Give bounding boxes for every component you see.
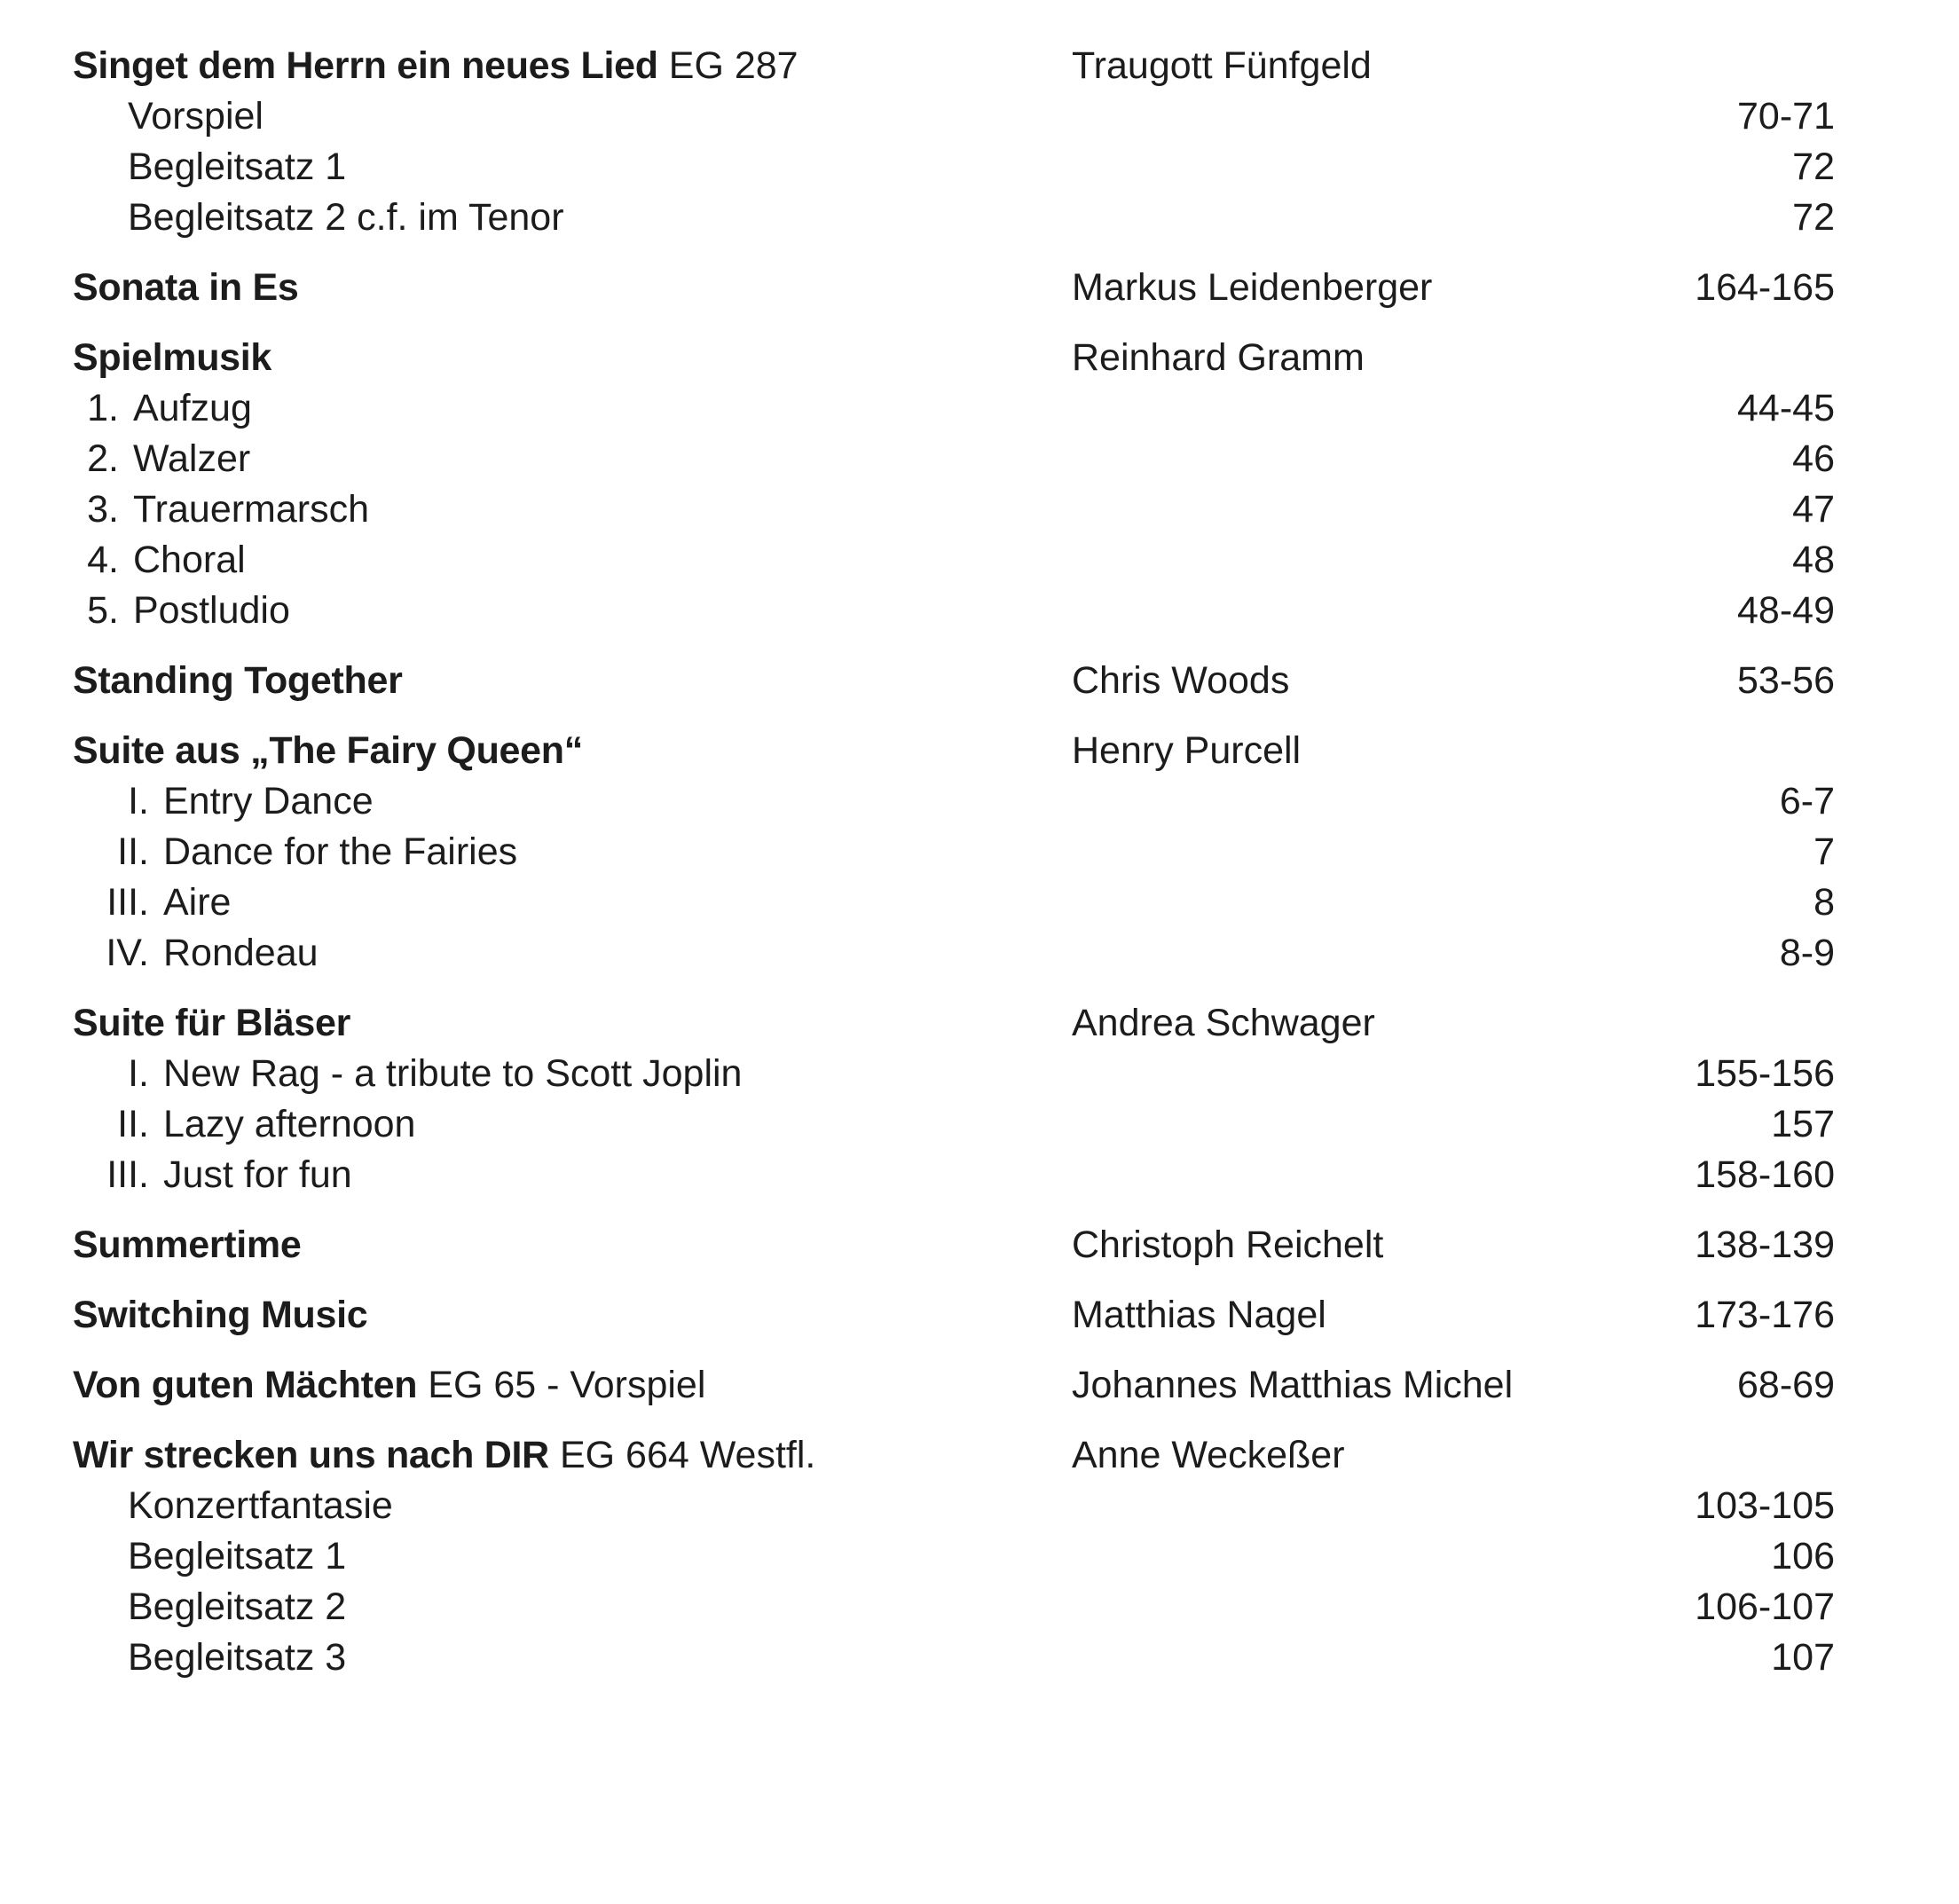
movement-title: [73, 91, 1072, 142]
page-range: 48: [1792, 539, 1835, 581]
page-range: 164-165: [1695, 266, 1835, 309]
movement-title: [73, 827, 1072, 877]
toc-item-row: [73, 586, 1835, 636]
composer-name: Traugott Fünfgeld: [1072, 44, 1372, 87]
movement-title: [73, 586, 1072, 636]
toc-item-row: [73, 484, 1835, 535]
page-range: 8-9: [1779, 932, 1835, 974]
toc-item-row: [73, 1633, 1835, 1683]
composer-name: Reinhard Gramm: [1072, 336, 1365, 379]
movement-title: [73, 383, 1072, 434]
work-title: [73, 41, 1072, 91]
movement-title: [73, 1150, 1072, 1200]
movement-number: IV.: [106, 932, 149, 974]
page-range: 53-56: [1737, 659, 1835, 702]
movement-title: [73, 1049, 1072, 1099]
toc-item-row: [73, 535, 1835, 586]
toc-item-row: [73, 1531, 1835, 1582]
page-range: 138-139: [1695, 1223, 1835, 1266]
work-title: [73, 1430, 1072, 1481]
page-range: 173-176: [1695, 1294, 1835, 1336]
toc-item-row: [73, 877, 1835, 928]
movement-label: Begleitsatz 1: [128, 146, 347, 188]
work-title: [73, 998, 1072, 1049]
work-title-suffix: EG 287: [668, 44, 799, 87]
movement-label: Lazy afternoon: [163, 1103, 416, 1145]
movement-number: I.: [128, 780, 149, 822]
toc-item-row: [73, 434, 1835, 484]
page-range: 72: [1792, 146, 1835, 188]
toc-item-row: [73, 1049, 1835, 1099]
movement-number: II.: [117, 1103, 149, 1145]
page-range: 155-156: [1695, 1052, 1835, 1095]
movement-title: [73, 1481, 1072, 1531]
table-of-contents: [73, 41, 1835, 1683]
movement-number: II.: [117, 830, 149, 873]
page-range: 107: [1771, 1636, 1835, 1679]
movement-number: I.: [128, 1052, 149, 1095]
work-title: [73, 1220, 1072, 1271]
page-range: 68-69: [1737, 1364, 1835, 1406]
page-range: 47: [1792, 488, 1835, 531]
toc-item-row: [73, 91, 1835, 142]
work-title: [73, 656, 1072, 706]
work-title: [73, 1360, 1072, 1411]
toc-section-title-row: [73, 998, 1835, 1049]
movement-label: New Rag - a tribute to Scott Joplin: [163, 1052, 743, 1095]
work-title-text: Suite aus „The Fairy Queen“: [73, 729, 583, 772]
movement-label: Entry Dance: [163, 780, 374, 822]
movement-title: [73, 1633, 1072, 1683]
movement-number: 3.: [87, 488, 119, 531]
work-title-text: Sonata in Es: [73, 266, 299, 309]
toc-item-row: [73, 928, 1835, 979]
movement-title: [73, 193, 1072, 243]
movement-label: Rondeau: [163, 932, 319, 974]
movement-number: 1.: [87, 387, 119, 429]
toc-section-title-row: [73, 333, 1835, 383]
movement-title: [73, 1531, 1072, 1582]
movement-label: Begleitsatz 2: [128, 1585, 347, 1628]
movement-label: Trauermarsch: [133, 488, 370, 531]
toc-item-row: [73, 776, 1835, 827]
page-range: 70-71: [1737, 95, 1835, 138]
toc-section-title-row: [73, 41, 1835, 91]
movement-title: [73, 1099, 1072, 1150]
composer-name: Henry Purcell: [1072, 729, 1302, 772]
composer-name: Johannes Matthias Michel: [1072, 1364, 1514, 1406]
page-range: 106: [1771, 1535, 1835, 1577]
movement-number: 2.: [87, 437, 119, 480]
movement-title: [73, 434, 1072, 484]
work-title-text: Spielmusik: [73, 336, 272, 379]
composer-name: Andrea Schwager: [1072, 1002, 1375, 1044]
composer-name: Chris Woods: [1072, 659, 1290, 702]
page-range: 158-160: [1695, 1153, 1835, 1196]
work-title: [73, 1290, 1072, 1341]
work-title: [73, 333, 1072, 383]
toc-section-title-row: [73, 726, 1835, 776]
movement-label: Walzer: [133, 437, 251, 480]
movement-title: [73, 484, 1072, 535]
movement-title: [73, 142, 1072, 193]
movement-number: III.: [106, 1153, 149, 1196]
movement-label: Dance for the Fairies: [163, 830, 518, 873]
page-range: 46: [1792, 437, 1835, 480]
toc-item-row: [73, 1099, 1835, 1150]
composer-name: Markus Leidenberger: [1072, 266, 1433, 309]
movement-label: Begleitsatz 2 c.f. im Tenor: [128, 196, 564, 239]
page-range: 6-7: [1779, 780, 1835, 822]
page-range: 8: [1813, 881, 1835, 924]
movement-label: Begleitsatz 3: [128, 1636, 347, 1679]
toc-section-title-row: [73, 1290, 1835, 1341]
movement-title: [73, 535, 1072, 586]
toc-section-title-row: [73, 1430, 1835, 1481]
movement-title: [73, 877, 1072, 928]
movement-label: Vorspiel: [128, 95, 264, 138]
movement-label: Postludio: [133, 589, 290, 632]
toc-section-title-row: [73, 656, 1835, 706]
toc-item-row: [73, 193, 1835, 243]
toc-item-row: [73, 827, 1835, 877]
movement-number: 4.: [87, 539, 119, 581]
movement-title: [73, 776, 1072, 827]
work-title-suffix: EG 65 - Vorspiel: [428, 1364, 706, 1406]
toc-item-row: [73, 1582, 1835, 1633]
work-title-text: Summertime: [73, 1223, 302, 1266]
work-title-suffix: EG 664 Westfl.: [559, 1434, 816, 1476]
movement-number: III.: [106, 881, 149, 924]
work-title-text: Singet dem Herrn ein neues Lied: [73, 44, 658, 87]
work-title-text: Suite für Bläser: [73, 1002, 351, 1044]
page-range: 44-45: [1737, 387, 1835, 429]
work-title: [73, 726, 1072, 776]
toc-item-row: [73, 383, 1835, 434]
movement-number: 5.: [87, 589, 119, 632]
toc-section-title-row: [73, 263, 1835, 313]
movement-label: Just for fun: [163, 1153, 352, 1196]
toc-item-row: [73, 1150, 1835, 1200]
composer-name: Anne Weckeßer: [1072, 1434, 1345, 1476]
page-range: 157: [1771, 1103, 1835, 1145]
composer-name: Matthias Nagel: [1072, 1294, 1326, 1336]
page-range: 48-49: [1737, 589, 1835, 632]
movement-label: Choral: [133, 539, 246, 581]
page-range: 72: [1792, 196, 1835, 239]
movement-label: Begleitsatz 1: [128, 1535, 347, 1577]
work-title-text: Von guten Mächten: [73, 1364, 418, 1406]
toc-item-row: [73, 1481, 1835, 1531]
movement-label: Konzertfantasie: [128, 1484, 393, 1527]
work-title-text: Standing Together: [73, 659, 403, 702]
page-range: 106-107: [1695, 1585, 1835, 1628]
movement-label: Aufzug: [133, 387, 252, 429]
work-title: [73, 263, 1072, 313]
movement-title: [73, 928, 1072, 979]
movement-title: [73, 1582, 1072, 1633]
toc-section-title-row: [73, 1220, 1835, 1271]
page-range: 7: [1813, 830, 1835, 873]
toc-section-title-row: [73, 1360, 1835, 1411]
work-title-text: Switching Music: [73, 1294, 368, 1336]
composer-name: Christoph Reichelt: [1072, 1223, 1384, 1266]
work-title-text: Wir strecken uns nach DIR: [73, 1434, 549, 1476]
movement-label: Aire: [163, 881, 232, 924]
toc-item-row: [73, 142, 1835, 193]
page-range: 103-105: [1695, 1484, 1835, 1527]
